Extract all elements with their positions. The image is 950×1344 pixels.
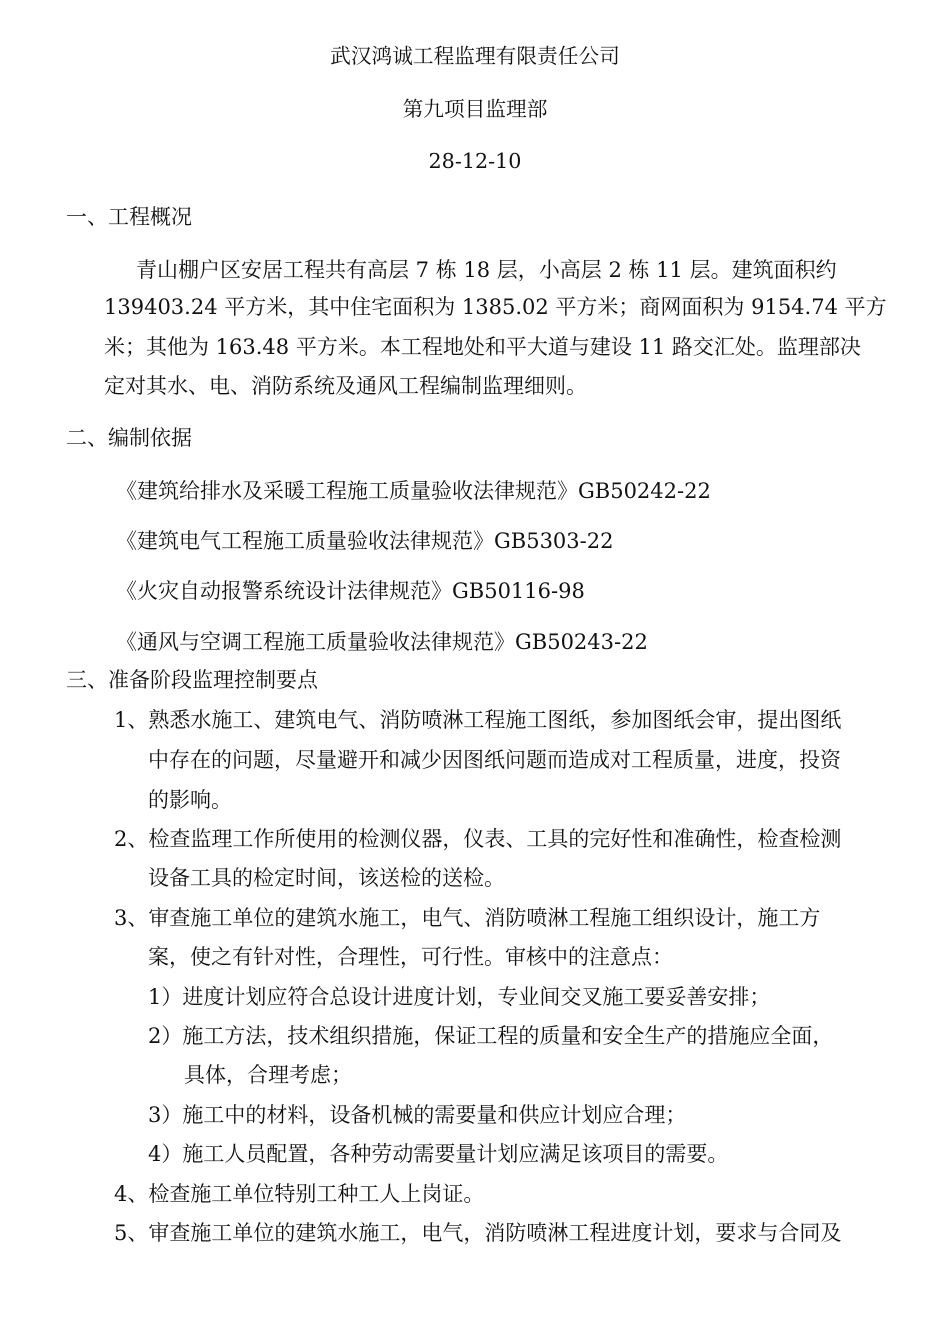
preparation-line: 3、审查施工单位的建筑水施工，电气、消防喷淋工程施工组织设计，施工方 [114,906,821,930]
preparation-line: 4、检查施工单位特别工种工人上岗证。 [114,1182,485,1206]
overview-line: 定对其水、电、消防系统及通风工程编制监理细则。 [104,374,587,398]
department-name: 第九项目监理部 [402,97,548,121]
section-heading-preparation: 三、准备阶段监理控制要点 [66,668,318,692]
preparation-line: 中存在的问题，尽量避开和减少因图纸问题而造成对工程质量，进度，投资 [148,748,841,772]
section-heading-overview: 一、工程概况 [66,205,192,229]
overview-line: 青山棚户区安居工程共有高层 7 栋 18 层，小高层 2 栋 11 层。建筑面积约 [136,258,837,282]
basis-item: 《建筑给排水及采暖工程施工质量验收法律规范》GB50242-22 [116,479,711,503]
preparation-line: 1）进度计划应符合总设计进度计划，专业间交叉施工要妥善安排； [148,985,771,1009]
preparation-line: 案，使之有针对性，合理性，可行性。审核中的注意点： [148,945,673,969]
preparation-line: 3）施工中的材料，设备机械的需要量和供应计划应合理； [148,1103,687,1127]
preparation-line: 2、检查监理工作所使用的检测仪器，仪表、工具的完好性和准确性，检查检测 [114,827,842,851]
preparation-line: 的影响。 [148,788,232,812]
preparation-line: 1、熟悉水施工、建筑电气、消防喷淋工程施工图纸，参加图纸会审，提出图纸 [114,708,842,732]
basis-item: 《通风与空调工程施工质量验收法律规范》GB50243-22 [116,630,648,654]
preparation-line: 设备工具的检定时间，该送检的送检。 [148,866,505,890]
basis-item: 《建筑电气工程施工质量验收法律规范》GB5303-22 [116,529,614,553]
preparation-line: 具体，合理考虑； [184,1063,352,1087]
preparation-line: 5、审查施工单位的建筑水施工，电气，消防喷淋工程进度计划，要求与合同及 [114,1221,842,1245]
preparation-line: 2）施工方法，技术组织措施，保证工程的质量和安全生产的措施应全面， [148,1024,834,1048]
overview-line: 139403.24 平方米，其中住宅面积为 1385.02 平方米；商网面积为 9154.74 平方 [104,295,887,319]
company-name: 武汉鸿诚工程监理有限责任公司 [330,44,620,68]
basis-item: 《火灾自动报警系统设计法律规范》GB50116-98 [116,579,585,603]
overview-line: 米；其他为 163.48 平方米。本工程地处和平大道与建设 11 路交汇处。监理部决 [104,335,861,359]
preparation-line: 4）施工人员配置，各种劳动需要量计划应满足该项目的需要。 [148,1142,729,1166]
document-date: 28-12-10 [428,149,522,173]
section-heading-basis: 二、编制依据 [66,426,192,450]
